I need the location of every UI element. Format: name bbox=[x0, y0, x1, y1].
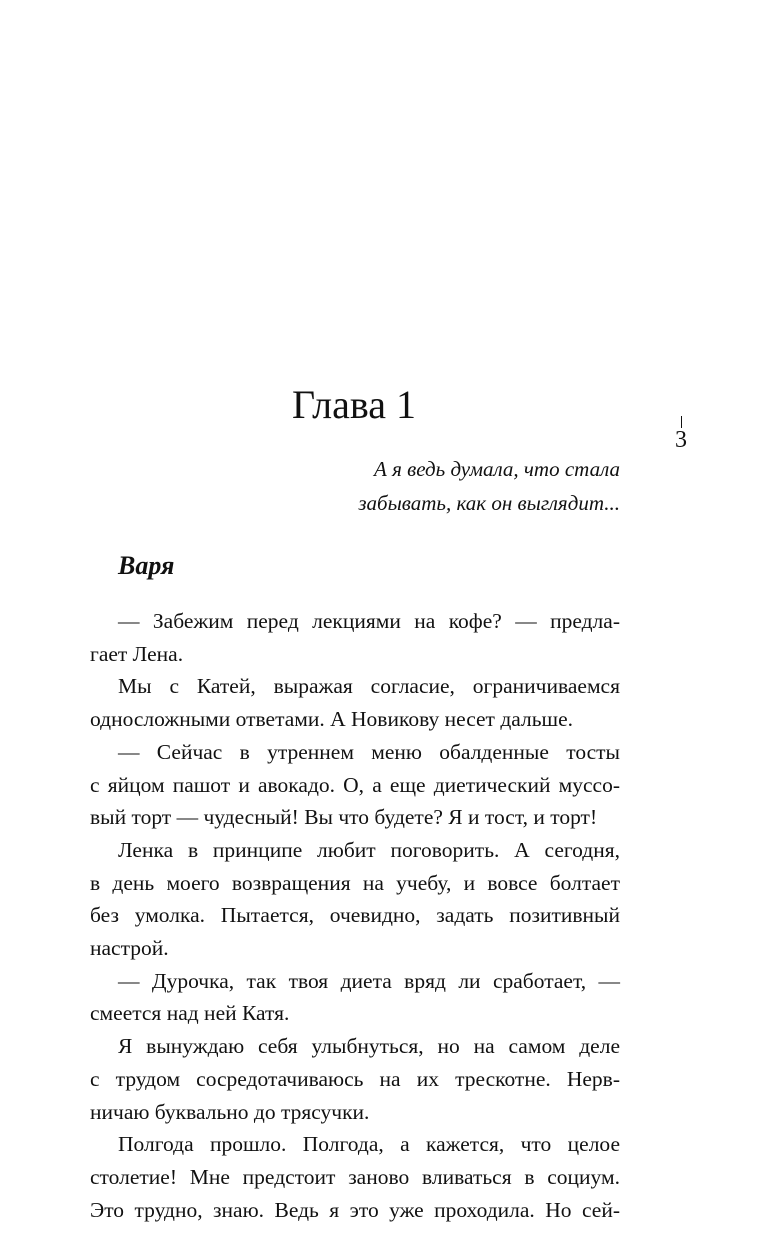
text-line: смеется над ней Катя. bbox=[90, 1001, 290, 1026]
text-line: односложными ответами. А Новикову несет дальше. bbox=[90, 707, 573, 732]
page-number-marker bbox=[672, 416, 690, 452]
text-line: столетие! Мне предстоит заново вливаться в социум. bbox=[90, 1164, 620, 1189]
text-line: ничаю буквально до трясучки. bbox=[90, 1099, 370, 1124]
section-heading: Варя bbox=[118, 551, 175, 580]
text-line: Я вынуждаю себя улыбнуться, но на самом деле bbox=[118, 1034, 620, 1059]
text-line: Ленка в принципе любит поговорить. А сегодня, bbox=[118, 837, 620, 862]
text-line: с трудом сосредотачиваюсь на их трескотне. Нерв- bbox=[90, 1066, 620, 1091]
body-text bbox=[90, 605, 620, 1226]
text-line: настрой. bbox=[90, 936, 169, 961]
text-line: гает Лена. bbox=[90, 641, 184, 666]
text-line: без умолка. Пытается, очевидно, задать позитивный bbox=[90, 903, 620, 928]
text-line: в день моего возвращения на учебу, и вовсе болтает bbox=[90, 870, 620, 895]
text-line: Это трудно, знаю. Ведь я это уже проходила. Но сей- bbox=[90, 1197, 620, 1222]
text-line: Мы с Катей, выражая согласие, ограничиваемся bbox=[118, 674, 620, 699]
text-line: — Дурочка, так твоя диета вряд ли сработает, — bbox=[118, 968, 620, 993]
text-line: с яйцом пашот и авокадо. О, а еще диетический муссо- bbox=[90, 772, 620, 797]
text-line: — Сейчас в утреннем меню обалденные тосты bbox=[118, 739, 620, 764]
chapter-title: Глава 1 bbox=[292, 382, 416, 427]
epigraph bbox=[250, 452, 620, 520]
page-number: 3 bbox=[675, 427, 687, 453]
epigraph-line: забывать, как он выглядит... bbox=[358, 491, 620, 515]
text-line: — Забежим перед лекциями на кофе? — предла- bbox=[118, 609, 620, 633]
text-line: вый торт — чудесный! Вы что будете? Я и тост, и торт! bbox=[90, 805, 598, 830]
epigraph-line: А я ведь думала, что стала bbox=[374, 457, 620, 481]
text-line: Полгода прошло. Полгода, а кажется, что целое bbox=[118, 1132, 620, 1157]
